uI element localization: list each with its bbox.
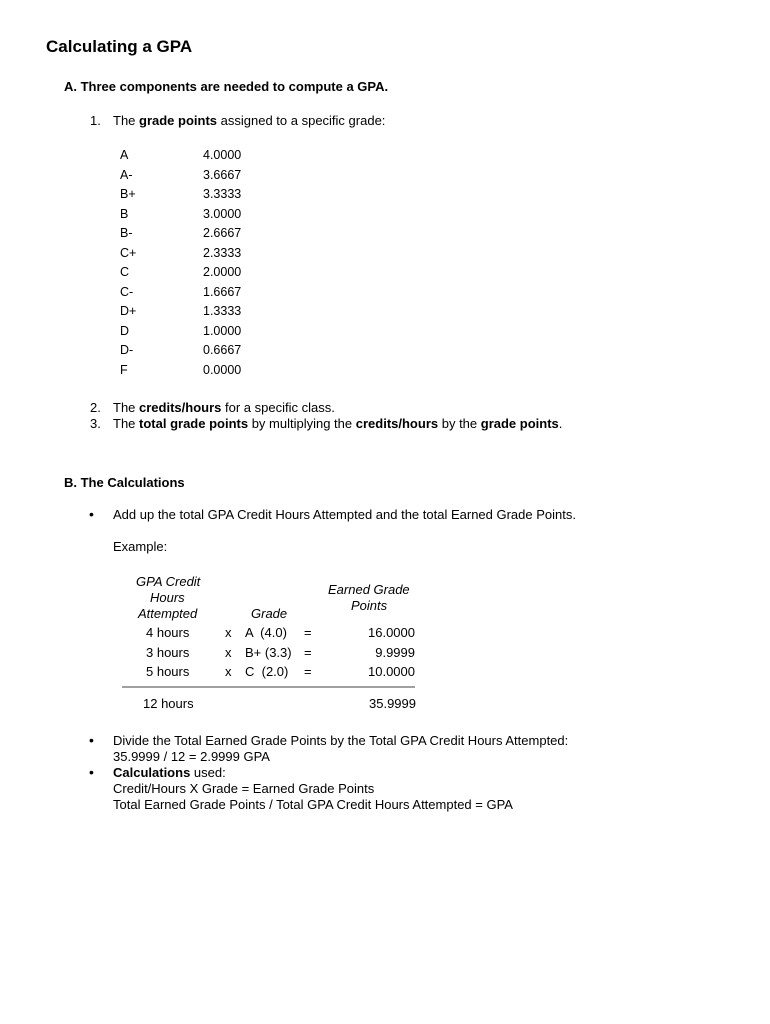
grade-point-value: 2.3333 bbox=[203, 245, 242, 260]
grade-letter: C- bbox=[120, 284, 134, 299]
grade-letter: C+ bbox=[120, 245, 137, 260]
bullet-icon: • bbox=[89, 732, 94, 748]
grade-point-value: 1.3333 bbox=[203, 304, 242, 318]
grade-letter: F bbox=[120, 362, 128, 377]
col-hours-header-3: Attempted bbox=[138, 606, 198, 621]
item-3-text: The total grade points by multiplying the credits/hours by the grade points. bbox=[113, 416, 563, 431]
bullet-2-line-1: Divide the Total Earned Grade Points by the Total GPA Credit Hours Attempted: bbox=[113, 733, 569, 748]
grade-point-value: 3.6667 bbox=[203, 167, 242, 182]
item-2-number: 2. bbox=[90, 400, 101, 415]
item-1-number: 1. bbox=[90, 113, 101, 128]
grade-letter: B bbox=[120, 206, 129, 221]
row-multiply: x bbox=[225, 664, 232, 679]
grade-point-value: 3.3333 bbox=[203, 187, 242, 201]
total-hours: 12 hours bbox=[143, 696, 194, 711]
grade-point-value: 0.6667 bbox=[203, 343, 242, 357]
grade-point-value: 3.0000 bbox=[203, 206, 242, 221]
grade-point-value: 4.0000 bbox=[203, 148, 242, 162]
grade-letter: A- bbox=[120, 167, 133, 182]
row-grade: A (4.0) bbox=[245, 625, 287, 640]
row-earned-points: 10.0000 bbox=[368, 664, 415, 679]
total-points: 35.9999 bbox=[369, 696, 416, 711]
grade-letter: D+ bbox=[120, 304, 137, 318]
row-earned-points: 9.9999 bbox=[375, 645, 415, 660]
grade-point-value: 1.0000 bbox=[203, 323, 242, 338]
row-multiply: x bbox=[225, 625, 232, 640]
bullet-3-line-1: Calculations used: bbox=[113, 765, 226, 780]
section-b-heading: B. The Calculations bbox=[64, 475, 185, 490]
col-points-header-1: Earned Grade bbox=[328, 582, 410, 597]
grade-letter: D- bbox=[120, 343, 134, 357]
row-grade: B+ (3.3) bbox=[245, 645, 292, 660]
row-multiply: x bbox=[225, 645, 232, 660]
grade-letter: D bbox=[120, 323, 130, 338]
grade-point-value: 1.6667 bbox=[203, 284, 242, 299]
example-label: Example: bbox=[113, 539, 168, 554]
row-hours: 3 hours bbox=[146, 645, 190, 660]
grade-point-value: 2.6667 bbox=[203, 226, 242, 240]
row-earned-points: 16.0000 bbox=[368, 625, 415, 640]
bullet-icon: • bbox=[89, 764, 94, 780]
row-equals: = bbox=[304, 645, 312, 660]
grade-letter: A bbox=[120, 148, 129, 162]
section-a-heading: A. Three components are needed to compute a GPA. bbox=[64, 79, 389, 94]
bullet-3-line-2: Credit/Hours X Grade = Earned Grade Points bbox=[113, 781, 375, 796]
row-hours: 4 hours bbox=[146, 625, 190, 640]
page-title: Calculating a GPA bbox=[46, 37, 193, 56]
bullet-3-line-3: Total Earned Grade Points / Total GPA Credit Hours Attempted = GPA bbox=[113, 797, 513, 812]
bullet-icon: • bbox=[89, 506, 94, 522]
row-hours: 5 hours bbox=[146, 664, 190, 679]
item-1-text: The grade points assigned to a specific grade: bbox=[113, 113, 386, 128]
row-grade: C (2.0) bbox=[245, 664, 289, 679]
row-equals: = bbox=[304, 625, 312, 640]
table-divider bbox=[122, 686, 415, 688]
col-points-header-2: Points bbox=[351, 598, 388, 613]
grade-letter: C bbox=[120, 265, 130, 279]
grade-letter: B+ bbox=[120, 187, 136, 201]
grade-letter: B- bbox=[120, 226, 133, 240]
item-3-number: 3. bbox=[90, 416, 101, 431]
col-grade-header: Grade bbox=[251, 606, 288, 621]
grade-point-value: 0.0000 bbox=[203, 362, 242, 377]
row-equals: = bbox=[304, 664, 312, 679]
col-hours-header-1: GPA Credit bbox=[136, 574, 201, 589]
grade-point-value: 2.0000 bbox=[203, 265, 242, 279]
bullet-1-text: Add up the total GPA Credit Hours Attempted and the total Earned Grade Points. bbox=[113, 507, 576, 522]
bullet-2-line-2: 35.9999 / 12 = 2.9999 GPA bbox=[113, 749, 270, 764]
item-2-text: The credits/hours for a specific class. bbox=[113, 400, 335, 415]
col-hours-header-2: Hours bbox=[150, 590, 185, 605]
